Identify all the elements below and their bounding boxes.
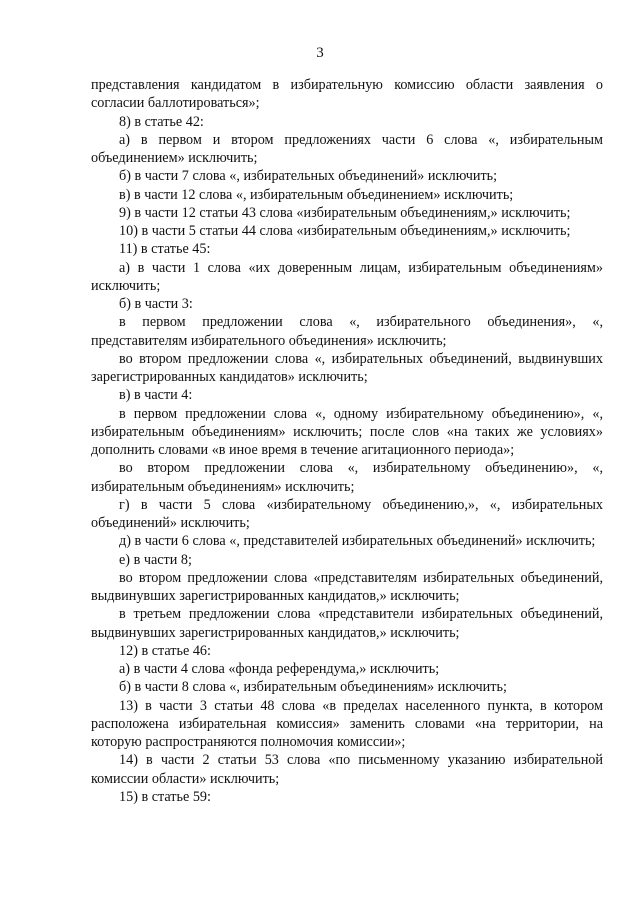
paragraph: во втором предложении слова «представителям избирательных объединений, выдвинувших зарегистрированных кандидатов,» исключить;: [91, 569, 603, 604]
paragraph: 11) в статье 45:: [119, 241, 211, 258]
paragraph: 15) в статье 59:: [119, 788, 211, 805]
paragraph: б) в части 7 слова «, избирательных объединений» исключить;: [119, 168, 498, 185]
paragraph: б) в части 3:: [119, 296, 193, 312]
paragraph: во втором предложении слова «, избирательных объединений, выдвинувших зарегистрированных кандидатов» исключить;: [91, 350, 603, 385]
paragraph: в третьем предложении слова «представители избирательных объединений, выдвинувших зарегистрированных кандидатов,» исключить;: [91, 606, 603, 641]
paragraph: 14) в части 2 статьи 53 слова «по письменному указанию избирательной комиссии области» исключить;: [91, 752, 603, 787]
paragraph: 13) в части 3 статьи 48 слова «в пределах населенного пункта, в котором расположена избирательная комиссия» заменить словами «на территории, на которую распространяются полномочия комиссии»;: [91, 697, 603, 750]
paragraph: в) в части 4:: [119, 387, 193, 404]
paragraph: е) в части 8;: [119, 551, 192, 568]
paragraph: г) в части 5 слова «избирательному объединению,», «, избирательных объединений» исключить;: [91, 496, 603, 531]
document-body: [91, 76, 603, 806]
paragraph: б) в части 8 слова «, избирательным объединениям» исключить;: [119, 679, 507, 696]
paragraph: в первом предложении слова «, одному избирательному объединению», «, избирательным объединениям» исключить; после слов «на таких же условиях» дополнить словами «в иное время в течение агитационного периода»;: [91, 405, 603, 458]
paragraph: 12) в статье 46:: [119, 642, 211, 659]
paragraph: д) в части 6 слова «, представителей избирательных объединений» исключить;: [119, 533, 596, 550]
page-number: 3: [316, 45, 324, 61]
paragraph: 9) в части 12 статьи 43 слова «избирательным объединениям,» исключить;: [119, 204, 571, 221]
paragraph: а) в первом и втором предложениях части 6 слова «, избирательным объединением» исключить;: [91, 131, 603, 166]
paragraph: представления кандидатом в избирательную комиссию области заявления о согласии баллотироваться»;: [91, 77, 603, 112]
paragraph: а) в части 1 слова «их доверенным лицам, избирательным объединениям» исключить;: [91, 259, 603, 294]
paragraph: а) в части 4 слова «фонда референдума,» исключить;: [119, 661, 440, 677]
paragraph: во втором предложении слова «, избирательному объединению», «, избирательным объединениям» исключить;: [91, 460, 603, 495]
paragraph: в первом предложении слова «, избирательного объединения», «, представителям избирательного объединения» исключить;: [91, 314, 603, 349]
paragraph: в) в части 12 слова «, избирательным объединением» исключить;: [119, 186, 514, 203]
paragraph: 8) в статье 42:: [119, 113, 204, 130]
paragraph: 10) в части 5 статьи 44 слова «избирательным объединениям,» исключить;: [119, 223, 571, 239]
